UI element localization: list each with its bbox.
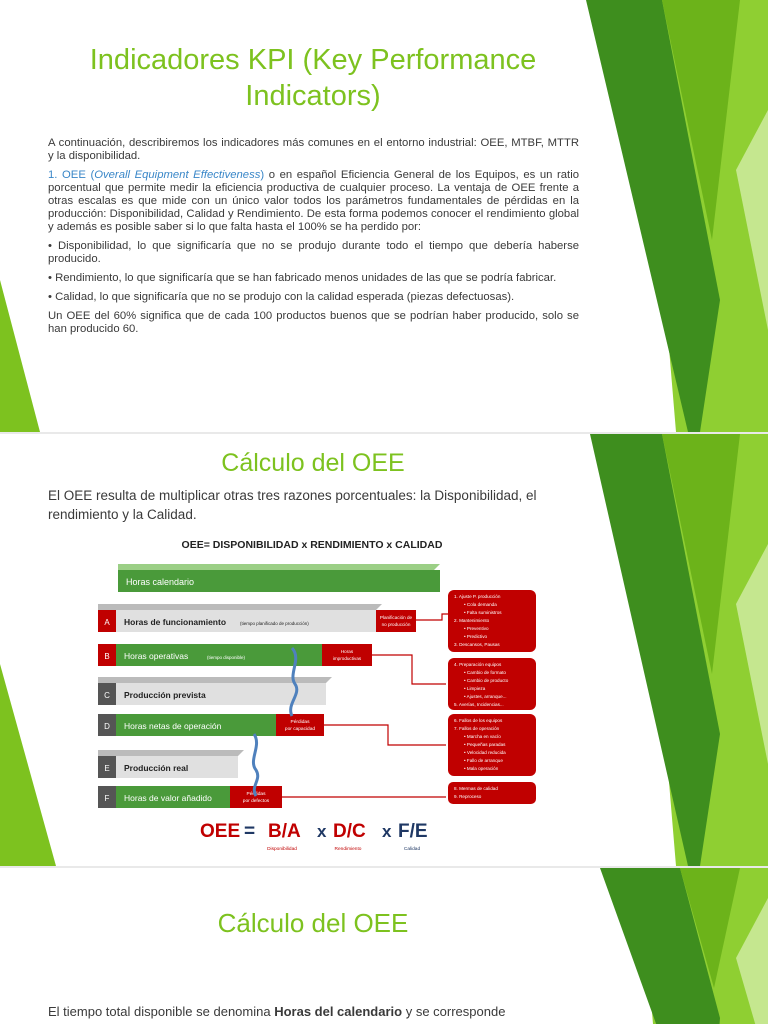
slide-title: Indicadores KPI (Key Performance Indicators) [89, 44, 537, 112]
formula-x2: x [382, 822, 392, 841]
bar-a-label: Horas de funcionamiento [124, 617, 227, 627]
slide-kpi-indicators [0, 0, 768, 432]
deco-right-pale [736, 898, 768, 1024]
bar-a-top [98, 604, 382, 610]
bar-c-letter: C [104, 691, 110, 700]
text-bold: Horas del calendario [274, 1004, 403, 1019]
loss-box-2-line: • Cambio de producto [464, 678, 509, 683]
deco-right-pale [736, 110, 768, 330]
oee-diagram [92, 534, 540, 864]
loss-box-4-line: 9. Reproceso [454, 794, 482, 799]
formula-x1: x [317, 822, 327, 841]
bar-d-label: Horas netas de operación [124, 721, 222, 731]
loss-box-3-line: • Mala operación [464, 766, 499, 771]
loss-box-3-line: 7. Fallos de operación [454, 726, 500, 731]
oee-heading [48, 169, 264, 181]
deco-right-mid [662, 0, 740, 240]
loss-b-line1: Horas [340, 649, 354, 654]
loss-box-3-line: • Velocidad reducida [464, 750, 506, 755]
loss-a [376, 610, 416, 632]
loss-box-1-line: 3. Descansos, Pausas [454, 642, 500, 647]
loss-d-line2: por capacidad [284, 727, 316, 732]
diagram-heading: OEE= DISPONIBILIDAD x RENDIMIENTO x CALIDAD [181, 539, 443, 551]
loss-box-1-line: • Falta suministros [464, 610, 502, 615]
text-post: y se corresponde [402, 1004, 506, 1019]
bar-b-letter: B [104, 652, 110, 661]
bar-e-top [98, 750, 244, 756]
bullet-availability: • Disponibilidad, lo que significaría que no se produjo durante todo el tiempo que debería haberse producido. [48, 240, 579, 265]
formula-label-dc: Rendimiento [334, 847, 362, 852]
loss-d [276, 714, 324, 736]
oee-description: o en español Eficiencia General de los Equipos, es un ratio porcentual que permite medir la eficiencia productiva de cualquier proceso. La ventaja de OEE frente a otras escalas es que mide con un único valor todos los parámetros fundamentales de pérdidas en la producción: Disponibilidad, Calidad y Rendimiento. De esta forma podemos conocer el rendimiento global y además es posible saber si lo que falta hasta el 100% se ha perdido por: [48, 169, 579, 233]
bar-b-label: Horas operativas [124, 651, 189, 661]
loss-box-2-line: • Cambio de formato [464, 670, 506, 675]
bar-calendar-label: Horas calendario [126, 577, 195, 587]
loss-box-2-line: 4. Preparación equipos [454, 662, 502, 667]
text-pre: El tiempo total disponible se denomina [48, 1004, 275, 1019]
intro-paragraph: A continuación, describiremos los indicadores más comunes en el entorno industrial: OEE, MTBF, MTTR y la disponibilidad. [48, 137, 579, 162]
loss-box-1-line: • Predictivo [464, 634, 488, 639]
loss-box-1-line: • Cola demanda [464, 602, 497, 607]
deco-left-bottom [0, 280, 40, 432]
slide-oee-calculation [0, 434, 768, 866]
loss-box-3-line: • Pequeñas paradas [464, 742, 506, 747]
loss-f-line2: por defectos [242, 799, 270, 804]
deco-right-light [640, 868, 768, 1024]
loss-box-2-line: • Ajustes, arranque... [464, 694, 507, 699]
bar-e-letter: E [104, 764, 110, 773]
loss-a-line1: Planificación de [379, 615, 413, 620]
loss-box-1-line: 2. Mantenimiento [454, 618, 490, 623]
slide-decoration [0, 868, 768, 1024]
deco-right-light [640, 434, 768, 866]
slide-text: El OEE resulta de multiplicar otras tres razones porcentuales: la Disponibilidad, el rendimiento y la Calidad. [48, 488, 537, 522]
connector-d [324, 725, 446, 745]
deco-right-dark [600, 868, 720, 1024]
formula-ba: B/A [268, 821, 301, 842]
connector-a [416, 614, 448, 620]
loss-box-1-line: • Preventivo [464, 626, 489, 631]
oee-paragraph [48, 169, 579, 234]
formula-dc: D/C [333, 821, 366, 842]
loss-box-1-line: 1. Ajuste P. producción [454, 594, 501, 599]
bar-c-label: Producción prevista [124, 690, 206, 700]
bar-calendar-top [118, 564, 440, 570]
bullet-quality: • Calidad, lo que significaría que no se produjo con la calidad esperada (piezas defectuosas). [48, 291, 515, 303]
loss-b [322, 644, 372, 666]
oee-term: Overall Equipment Effectiveness [94, 169, 261, 181]
loss-a-line2: no producción [381, 622, 411, 627]
deco-right-mid [680, 868, 740, 988]
loss-b-line2: improductivas [332, 656, 362, 661]
deco-left-bottom [0, 664, 56, 866]
deco-right-dark [590, 434, 720, 866]
loss-box-4-line: 8. Mermas de calidad [454, 786, 498, 791]
formula-fe: F/E [398, 821, 428, 842]
slide-title: Cálculo del OEE [221, 449, 405, 477]
loss-box-3-line: • Marcha en vacío [464, 734, 501, 739]
loss-box-3-line: • Fallo de arranque [464, 758, 503, 763]
bar-d-letter: D [104, 722, 110, 731]
formula-equals: = [244, 821, 256, 842]
formula-label-ba: Disponibilidad [267, 847, 297, 852]
formula-oee: OEE [200, 821, 241, 842]
bullet-performance: • Rendimiento, lo que significaría que se han fabricado menos unidades de las que se podría fabricar. [48, 272, 557, 284]
oee-prefix: 1. OEE ( [48, 169, 95, 181]
loss-d-line1: Pérdidas [290, 720, 310, 725]
loss-box-2-line: • Limpieza [464, 686, 486, 691]
slide-oee-calculation-2 [0, 868, 768, 1024]
loss-f [230, 786, 282, 808]
deco-right-dark [586, 0, 720, 432]
oee-suffix: ) [260, 169, 265, 181]
slide-body [48, 137, 579, 342]
loss-f-line1: Pérdidas [246, 792, 266, 797]
slide-text [48, 1003, 579, 1021]
connector-b [372, 655, 446, 684]
deco-right-mid [662, 434, 740, 674]
bar-f-label: Horas de valor añadido [124, 793, 212, 803]
slide-title: Cálculo del OEE [217, 908, 409, 938]
loss-box-2-line: 5. Averías, Incidencias... [454, 702, 504, 707]
bar-c-top [98, 677, 332, 683]
deco-right-pale [736, 544, 768, 764]
formula-label-fe: Calidad [403, 847, 421, 852]
closing-paragraph: Un OEE del 60% significa que de cada 100 productos buenos que se podrían haber producido, solo se han producido 60. [48, 310, 579, 335]
bar-a-note: (tiempo planificado de producción) [240, 621, 309, 626]
bar-f-letter: F [104, 794, 110, 803]
deco-right-light [640, 0, 768, 432]
bar-a-letter: A [104, 618, 110, 627]
bar-b-note: (tiempo disponible) [207, 655, 246, 660]
bar-e-label: Producción real [124, 763, 189, 773]
loss-box-3-line: 6. Fallos de los equipos [454, 718, 503, 723]
